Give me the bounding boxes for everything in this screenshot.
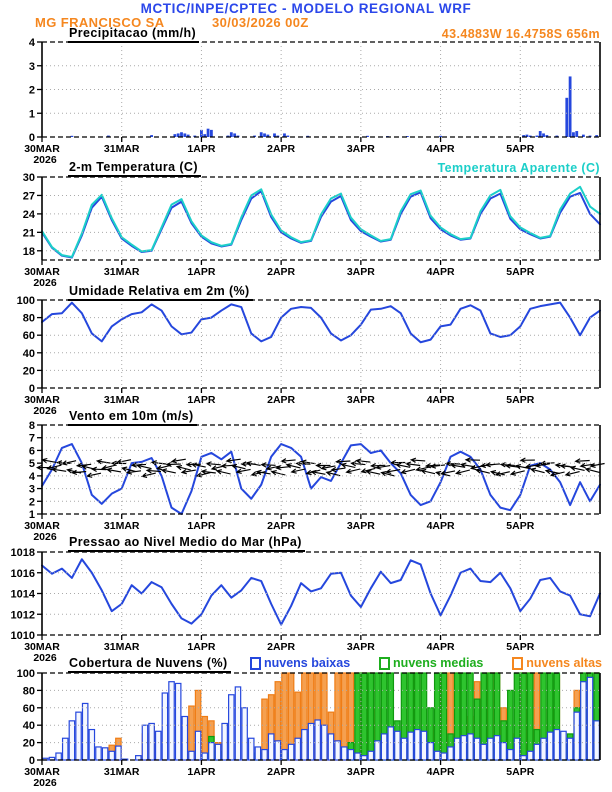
svg-text:2026: 2026: [33, 777, 57, 789]
panel-title-clouds: Cobertura de Nuvens (%): [68, 657, 231, 673]
wind-barbs: [37, 458, 604, 478]
svg-text:2APR: 2APR: [267, 520, 296, 532]
svg-text:40: 40: [22, 347, 35, 360]
svg-text:3: 3: [28, 483, 35, 496]
svg-text:5APR: 5APR: [506, 641, 535, 653]
svg-text:2APR: 2APR: [267, 641, 296, 653]
svg-text:2: 2: [28, 84, 35, 97]
svg-text:31MAR: 31MAR: [103, 520, 140, 532]
svg-text:31MAR: 31MAR: [103, 766, 140, 778]
panel-title-pressure: Pressao ao Nivel Medio do Mar (hPa): [68, 536, 305, 552]
svg-text:1018: 1018: [10, 547, 35, 559]
lines-vento: [42, 444, 600, 514]
svg-text:31MAR: 31MAR: [103, 641, 140, 653]
mid-clouds-swatch-icon: [379, 657, 390, 670]
svg-text:80: 80: [22, 685, 35, 698]
panel-title-temperature: 2-m Temperatura (C): [68, 161, 201, 177]
svg-text:30MAR: 30MAR: [24, 266, 60, 278]
svg-text:5: 5: [28, 458, 35, 471]
svg-text:30MAR: 30MAR: [24, 143, 60, 155]
svg-text:30: 30: [22, 172, 35, 184]
svg-text:4APR: 4APR: [426, 143, 455, 155]
svg-text:1010: 1010: [10, 630, 35, 642]
svg-text:4APR: 4APR: [426, 520, 455, 532]
axes-pressao: [11, 547, 600, 664]
svg-text:1APR: 1APR: [187, 394, 216, 406]
legend-item-mid-clouds: [379, 657, 483, 670]
svg-text:2026: 2026: [33, 405, 57, 417]
svg-text:24: 24: [22, 208, 35, 221]
legend-item-high-clouds: [512, 657, 602, 670]
svg-text:20: 20: [22, 365, 35, 378]
svg-text:7: 7: [28, 432, 35, 445]
station-name: MG FRANCISCO SA: [35, 15, 165, 30]
low-clouds-swatch-icon: [250, 657, 261, 670]
coords-label: 43.4883W 16.4758S 656m: [441, 27, 600, 41]
svg-text:6: 6: [28, 445, 35, 458]
lines-pressao: [42, 559, 600, 624]
svg-text:3APR: 3APR: [346, 520, 375, 532]
svg-text:31MAR: 31MAR: [103, 394, 140, 406]
svg-text:31MAR: 31MAR: [103, 143, 140, 155]
svg-text:0: 0: [28, 755, 35, 767]
svg-text:100: 100: [16, 668, 35, 680]
precip-bars: [70, 76, 598, 137]
page-title: MCTIC/INPE/CPTEC - MODELO REGIONAL WRF: [140, 1, 472, 16]
svg-text:1APR: 1APR: [187, 641, 216, 653]
run-datetime: 30/03/2026 00Z: [212, 15, 309, 30]
svg-text:30MAR: 30MAR: [24, 641, 60, 653]
svg-text:3APR: 3APR: [346, 266, 375, 278]
panel-temp: [42, 187, 600, 258]
cloud-legend: [250, 657, 602, 670]
svg-text:1: 1: [28, 509, 35, 521]
svg-text:40: 40: [22, 720, 35, 733]
svg-text:30MAR: 30MAR: [24, 520, 60, 532]
svg-text:2APR: 2APR: [267, 143, 296, 155]
svg-text:27: 27: [22, 190, 35, 203]
svg-text:2APR: 2APR: [267, 266, 296, 278]
svg-text:4APR: 4APR: [426, 394, 455, 406]
svg-text:2APR: 2APR: [267, 766, 296, 778]
svg-text:100: 100: [16, 295, 35, 307]
panel-precip: [70, 76, 598, 137]
axes-temp: [23, 172, 600, 289]
panel-umid: [42, 303, 600, 343]
panel-title-wind: Vento em 10m (m/s): [68, 410, 197, 426]
svg-text:0: 0: [28, 383, 35, 395]
svg-text:1APR: 1APR: [187, 143, 216, 155]
legend-label-high-clouds: nuvens altas: [526, 656, 602, 670]
svg-text:0: 0: [28, 132, 35, 144]
lines-umid: [42, 303, 600, 343]
panel-pressao: [42, 559, 600, 624]
svg-text:60: 60: [22, 702, 35, 715]
panel-vento: [37, 444, 604, 514]
axes-umid: [17, 295, 600, 417]
panel-title-humidity: Umidade Relativa em 2m (%): [68, 285, 253, 301]
axes-precip: [24, 37, 600, 166]
high-clouds-swatch-icon: [512, 657, 523, 670]
svg-text:1APR: 1APR: [187, 520, 216, 532]
panel-nuvens: [43, 673, 600, 760]
svg-text:18: 18: [22, 245, 35, 258]
svg-text:5APR: 5APR: [506, 766, 535, 778]
svg-text:30MAR: 30MAR: [24, 394, 60, 406]
svg-text:31MAR: 31MAR: [103, 266, 140, 278]
svg-text:60: 60: [22, 330, 35, 343]
svg-text:80: 80: [22, 312, 35, 325]
apparent-temperature-label: Temperatura Aparente (C): [437, 161, 600, 175]
svg-text:30MAR: 30MAR: [24, 766, 60, 778]
svg-text:3: 3: [28, 60, 35, 73]
svg-text:20: 20: [22, 737, 35, 750]
svg-text:4APR: 4APR: [426, 266, 455, 278]
svg-text:2026: 2026: [33, 154, 57, 166]
svg-text:5APR: 5APR: [506, 520, 535, 532]
svg-text:1: 1: [28, 108, 35, 121]
svg-text:5APR: 5APR: [506, 143, 535, 155]
svg-text:2APR: 2APR: [267, 394, 296, 406]
svg-text:2: 2: [28, 496, 35, 509]
svg-text:3APR: 3APR: [346, 394, 375, 406]
svg-text:1014: 1014: [10, 588, 35, 601]
svg-text:8: 8: [28, 420, 35, 432]
lines-temp: [42, 187, 600, 258]
svg-text:4APR: 4APR: [426, 641, 455, 653]
panel-title-precipitation: Precipitacao (mm/h): [68, 27, 199, 43]
svg-text:4: 4: [28, 37, 35, 49]
svg-text:4: 4: [28, 470, 35, 483]
svg-text:3APR: 3APR: [346, 766, 375, 778]
legend-label-low-clouds: nuvens baixas: [264, 656, 351, 670]
svg-text:1APR: 1APR: [187, 766, 216, 778]
svg-text:3APR: 3APR: [346, 143, 375, 155]
svg-text:3APR: 3APR: [346, 641, 375, 653]
svg-text:5APR: 5APR: [506, 394, 535, 406]
svg-text:21: 21: [22, 227, 35, 240]
legend-label-mid-clouds: nuvens medias: [393, 656, 484, 670]
svg-text:2026: 2026: [33, 652, 57, 664]
svg-text:1APR: 1APR: [187, 266, 216, 278]
svg-text:4APR: 4APR: [426, 766, 455, 778]
svg-text:1012: 1012: [10, 609, 35, 622]
axes-vento: [24, 420, 600, 543]
svg-text:2026: 2026: [33, 531, 57, 543]
svg-text:5APR: 5APR: [506, 266, 535, 278]
svg-text:2026: 2026: [33, 277, 57, 289]
svg-text:1016: 1016: [10, 567, 35, 580]
legend-item-low-clouds: [250, 657, 350, 670]
